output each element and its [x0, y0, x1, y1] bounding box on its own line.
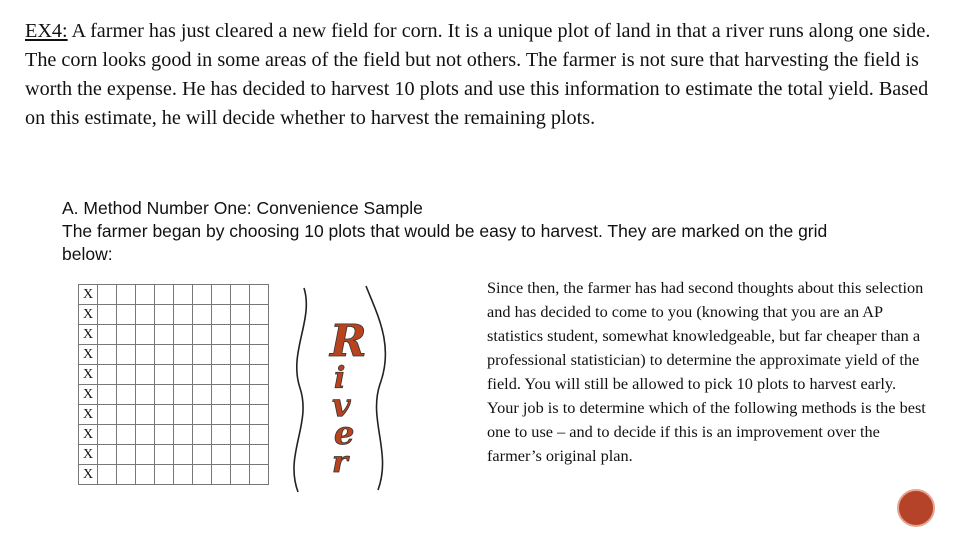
method-one [62, 197, 862, 266]
grid-cell [117, 425, 136, 445]
grid-cell [193, 345, 212, 365]
grid-cell [212, 425, 231, 445]
grid-cell [174, 365, 193, 385]
grid-cell: X [79, 285, 98, 305]
grid-cell [117, 385, 136, 405]
grid-cell [136, 445, 155, 465]
grid-cell [174, 285, 193, 305]
grid-row [79, 305, 269, 325]
grid-cell [250, 345, 269, 365]
river-letter: i [334, 361, 346, 396]
grid-cell [174, 465, 193, 485]
grid-cell [231, 385, 250, 405]
grid-cell [231, 285, 250, 305]
grid-cell [231, 465, 250, 485]
grid-cell [117, 305, 136, 325]
grid-cell [174, 325, 193, 345]
grid-row [79, 385, 269, 405]
grid-cell [98, 385, 117, 405]
grid-cell: X [79, 445, 98, 465]
grid-cell [231, 425, 250, 445]
river-letter: e [334, 414, 355, 452]
grid-cell [136, 385, 155, 405]
grid-cell [98, 445, 117, 465]
grid-cell: X [79, 405, 98, 425]
grid-cell [117, 345, 136, 365]
grid-cell [193, 365, 212, 385]
grid-cell [193, 465, 212, 485]
grid-cell [155, 465, 174, 485]
grid-cell [155, 305, 174, 325]
slide-badge [897, 489, 935, 527]
river-bank-left [294, 288, 306, 492]
grid-row [79, 465, 269, 485]
grid-cell [136, 305, 155, 325]
grid-cell [250, 305, 269, 325]
grid-cell: X [79, 305, 98, 325]
grid-cell [117, 365, 136, 385]
grid-cell [212, 465, 231, 485]
grid-cell [98, 285, 117, 305]
method-heading: A. Method Number One: Convenience Sample [62, 198, 423, 218]
grid-row [79, 325, 269, 345]
grid-cell [212, 365, 231, 385]
grid-cell [250, 285, 269, 305]
grid-cell [250, 405, 269, 425]
grid-cell: X [79, 465, 98, 485]
grid-cell [98, 345, 117, 365]
grid-cell [212, 285, 231, 305]
grid-cell [231, 345, 250, 365]
grid-cell [98, 425, 117, 445]
grid-cell [174, 385, 193, 405]
grid-cell: X [79, 425, 98, 445]
grid-cell [193, 385, 212, 405]
grid-cell [174, 305, 193, 325]
grid-cell [250, 365, 269, 385]
grid-cell [193, 305, 212, 325]
grid-cell [212, 305, 231, 325]
grid-cell [98, 405, 117, 425]
river-letter: R [330, 316, 367, 367]
grid-cell [155, 445, 174, 465]
grid-cell [117, 445, 136, 465]
grid-cell [155, 425, 174, 445]
river-letter: r [332, 445, 348, 480]
grid-row [79, 445, 269, 465]
grid-cell [231, 305, 250, 325]
grid-cell: X [79, 385, 98, 405]
grid-cell [231, 325, 250, 345]
grid-cell [117, 325, 136, 345]
grid-cell [174, 345, 193, 365]
river-illustration [282, 284, 402, 496]
grid-cell [193, 325, 212, 345]
grid-cell [174, 425, 193, 445]
grid-cell [98, 325, 117, 345]
grid-cell [136, 285, 155, 305]
field-grid [78, 284, 269, 485]
grid-cell [136, 465, 155, 485]
grid-cell: X [79, 345, 98, 365]
grid-cell [98, 465, 117, 485]
grid-cell [136, 345, 155, 365]
example-label: EX4: [25, 20, 68, 42]
grid-cell [136, 405, 155, 425]
grid-cell [193, 405, 212, 425]
grid-cell [155, 365, 174, 385]
grid-row [79, 345, 269, 365]
intro-text: A farmer has just cleared a new field for corn. It is a unique plot of land in that a river runs along one side. The corn looks good in some areas of the field but not others. The farmer is not sure that harvesting the field is worth the expense. He has decided to harvest 10 plots and use this information to estimate the total yield. Based on this estimate, he will decide whether to harvest the remaining plots. [25, 20, 931, 129]
grid-cell [117, 465, 136, 485]
problem-intro [25, 17, 940, 133]
grid-cell [212, 345, 231, 365]
grid-row [79, 365, 269, 385]
grid-cell [231, 445, 250, 465]
grid-cell [136, 365, 155, 385]
grid-cell [117, 285, 136, 305]
grid-cell [212, 405, 231, 425]
grid-cell [212, 445, 231, 465]
grid-cell [193, 445, 212, 465]
grid-cell [231, 405, 250, 425]
grid-cell [117, 405, 136, 425]
grid-cell [155, 405, 174, 425]
grid-cell [136, 325, 155, 345]
grid-cell [250, 325, 269, 345]
grid-cell [155, 385, 174, 405]
grid-cell [136, 425, 155, 445]
grid-cell: X [79, 325, 98, 345]
side-paragraph: Since then, the farmer has had second thoughts about this selection and has decided to come to you (knowing that you are an AP statistics student, somewhat knowledgeable, but far cheaper than a professional statistician) to determine the approximate yield of the field. You will still be allowed to pick 10 plots to harvest early. Your job is to determine which of the following methods is the best one to use – and to decide if this is an improvement over the farmer’s original plan. [487, 278, 926, 465]
river-letter: v [332, 386, 351, 424]
grid-cell [212, 385, 231, 405]
method-text: The farmer began by choosing 10 plots that would be easy to harvest. They are marked on the grid below: [62, 221, 828, 264]
grid-cell [174, 405, 193, 425]
grid-cell [155, 285, 174, 305]
grid-cell [98, 305, 117, 325]
grid-row [79, 285, 269, 305]
river-bank-right [366, 286, 385, 490]
grid-cell [250, 445, 269, 465]
grid-cell [250, 465, 269, 485]
grid-cell [174, 445, 193, 465]
grid-cell [98, 365, 117, 385]
grid-cell [231, 365, 250, 385]
grid-cell [155, 345, 174, 365]
grid-cell [212, 325, 231, 345]
grid-cell [193, 425, 212, 445]
grid-cell [155, 325, 174, 345]
grid-cell [250, 425, 269, 445]
grid-cell [250, 385, 269, 405]
grid-cell [193, 285, 212, 305]
grid-row [79, 405, 269, 425]
grid-cell: X [79, 365, 98, 385]
grid-row [79, 425, 269, 445]
